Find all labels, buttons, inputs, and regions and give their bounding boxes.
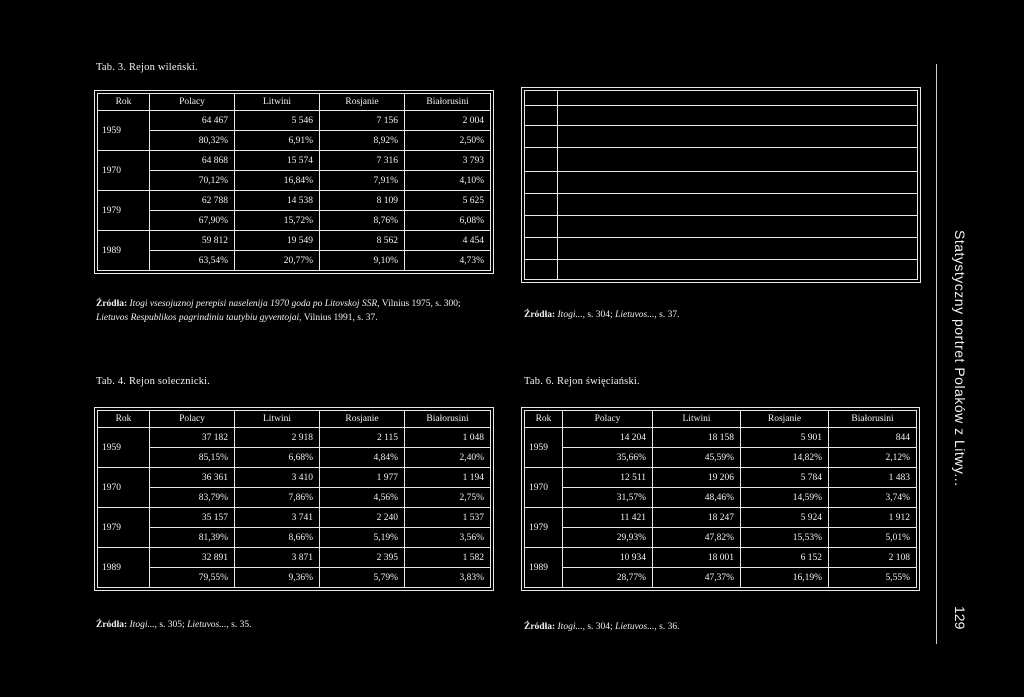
- percent-cell: 29,93%: [563, 528, 653, 548]
- year-cell: 1989: [98, 548, 150, 588]
- year-cell: 1970: [98, 468, 150, 508]
- percent-cell: 6,91%: [235, 131, 320, 151]
- percent-cell: 14,82%: [741, 448, 829, 468]
- year-cell: 1979: [525, 508, 563, 548]
- count-cell: 1 582: [405, 548, 491, 568]
- percent-cell: 70,12%: [150, 171, 235, 191]
- column-header: Rok: [98, 411, 150, 428]
- column-header: Polacy: [563, 411, 653, 428]
- count-cell: 14 538: [235, 191, 320, 211]
- percent-cell: 5,01%: [829, 528, 917, 548]
- table-row: [98, 131, 491, 151]
- table-header-row: [98, 94, 491, 111]
- percent-cell: 2,40%: [405, 448, 491, 468]
- year-cell: 1989: [525, 548, 563, 588]
- year-cell: 1970: [525, 468, 563, 508]
- percent-cell: 8,76%: [320, 211, 405, 231]
- count-cell: 18 247: [653, 508, 741, 528]
- percent-cell: 2,50%: [405, 131, 491, 151]
- percent-cell: 4,10%: [405, 171, 491, 191]
- percent-cell: 63,54%: [150, 251, 235, 271]
- count-cell: 1 977: [320, 468, 405, 488]
- count-cell: 36 361: [150, 468, 235, 488]
- table-header-row: [98, 411, 491, 428]
- count-cell: 5 924: [741, 508, 829, 528]
- running-title: Statystyczny portret Polaków z Litwy...: [952, 230, 968, 487]
- table-row: [525, 468, 917, 488]
- tab4-caption: Tab. 4. Rejon solecznicki.: [96, 376, 211, 387]
- table-row: [98, 508, 491, 528]
- count-cell: 6 152: [741, 548, 829, 568]
- column-header: Litwini: [235, 94, 320, 111]
- count-cell: 8 562: [320, 231, 405, 251]
- count-cell: 3 410: [235, 468, 320, 488]
- year-cell: 1979: [98, 191, 150, 231]
- table-row: [98, 528, 491, 548]
- table-row: [98, 548, 491, 568]
- percent-cell: 8,66%: [235, 528, 320, 548]
- tab6-caption: Tab. 6. Rejon święciański.: [524, 376, 640, 387]
- percent-cell: 4,84%: [320, 448, 405, 468]
- count-cell: 2 115: [320, 428, 405, 448]
- count-cell: 4 454: [405, 231, 491, 251]
- count-cell: 19 206: [653, 468, 741, 488]
- column-header: Rok: [98, 94, 150, 111]
- page-number: 129: [952, 606, 968, 630]
- percent-cell: 45,59%: [653, 448, 741, 468]
- table-row: [98, 568, 491, 588]
- count-cell: 1 194: [405, 468, 491, 488]
- margin-rule: [936, 64, 937, 644]
- percent-cell: 79,55%: [150, 568, 235, 588]
- percent-cell: 14,59%: [741, 488, 829, 508]
- count-cell: 5 784: [741, 468, 829, 488]
- percent-cell: 20,77%: [235, 251, 320, 271]
- tab3-source: Źródła: Itogi vsesojuznoj perepisi naselenija 1970 goda po Litovskoj SSR, Vilnius 1975, s. 300; Lietuvos Respublikos pagrindiniu tautybiu gyventojai, Vilnius 1991, s. 37.: [96, 299, 461, 323]
- table-row: [98, 468, 491, 488]
- column-header: Litwini: [235, 411, 320, 428]
- percent-cell: 48,46%: [653, 488, 741, 508]
- count-cell: 18 158: [653, 428, 741, 448]
- table-row: [98, 428, 491, 448]
- percent-cell: 67,90%: [150, 211, 235, 231]
- count-cell: 844: [829, 428, 917, 448]
- table-row: [525, 428, 917, 448]
- count-cell: 8 109: [320, 191, 405, 211]
- table-row: [98, 448, 491, 468]
- year-cell: 1979: [98, 508, 150, 548]
- table-row: [98, 151, 491, 171]
- table-row: [98, 231, 491, 251]
- count-cell: 1 537: [405, 508, 491, 528]
- percent-cell: 3,74%: [829, 488, 917, 508]
- count-cell: 2 004: [405, 111, 491, 131]
- percent-cell: 8,92%: [320, 131, 405, 151]
- count-cell: 2 108: [829, 548, 917, 568]
- column-header: Polacy: [150, 94, 235, 111]
- column-header: Białorusini: [829, 411, 917, 428]
- count-cell: 37 182: [150, 428, 235, 448]
- count-cell: 35 157: [150, 508, 235, 528]
- year-cell: 1989: [98, 231, 150, 271]
- table-header-row: [525, 411, 917, 428]
- table-row: [98, 191, 491, 211]
- count-cell: 10 934: [563, 548, 653, 568]
- tab6-source: Źródła: Itogi..., s. 304; Lietuvos..., s. 36.: [524, 622, 680, 632]
- count-cell: 14 204: [563, 428, 653, 448]
- percent-cell: 31,57%: [563, 488, 653, 508]
- percent-cell: 83,79%: [150, 488, 235, 508]
- table-row: [98, 251, 491, 271]
- tab3-caption: Tab. 3. Rejon wileński.: [96, 62, 198, 73]
- column-header: Rosjanie: [320, 94, 405, 111]
- count-cell: 5 901: [741, 428, 829, 448]
- column-header: Białorusini: [405, 411, 491, 428]
- percent-cell: 7,86%: [235, 488, 320, 508]
- count-cell: 3 871: [235, 548, 320, 568]
- count-cell: 2 395: [320, 548, 405, 568]
- column-header: Litwini: [653, 411, 741, 428]
- count-cell: 2 240: [320, 508, 405, 528]
- percent-cell: 28,77%: [563, 568, 653, 588]
- table-row: [525, 548, 917, 568]
- table-row: [525, 488, 917, 508]
- percent-cell: 47,82%: [653, 528, 741, 548]
- table-row: [525, 448, 917, 468]
- percent-cell: 2,12%: [829, 448, 917, 468]
- count-cell: 62 788: [150, 191, 235, 211]
- year-cell: 1959: [525, 428, 563, 468]
- count-cell: 11 421: [563, 508, 653, 528]
- table-row: [98, 211, 491, 231]
- year-cell: 1970: [98, 151, 150, 191]
- percent-cell: 15,53%: [741, 528, 829, 548]
- count-cell: 15 574: [235, 151, 320, 171]
- count-cell: 5 546: [235, 111, 320, 131]
- percent-cell: 7,91%: [320, 171, 405, 191]
- count-cell: 2 918: [235, 428, 320, 448]
- column-header: Rosjanie: [741, 411, 829, 428]
- year-cell: 1959: [98, 111, 150, 151]
- count-cell: 64 868: [150, 151, 235, 171]
- count-cell: 12 511: [563, 468, 653, 488]
- count-cell: 3 741: [235, 508, 320, 528]
- percent-cell: 3,83%: [405, 568, 491, 588]
- percent-cell: 9,10%: [320, 251, 405, 271]
- percent-cell: 16,19%: [741, 568, 829, 588]
- percent-cell: 47,37%: [653, 568, 741, 588]
- count-cell: 1 912: [829, 508, 917, 528]
- count-cell: 5 625: [405, 191, 491, 211]
- tab6-table: [524, 410, 917, 588]
- tab5-table-empty: [524, 90, 918, 280]
- table-row: [525, 528, 917, 548]
- percent-cell: 6,68%: [235, 448, 320, 468]
- count-cell: 3 793: [405, 151, 491, 171]
- percent-cell: 15,72%: [235, 211, 320, 231]
- count-cell: 18 001: [653, 548, 741, 568]
- column-header: Białorusini: [405, 94, 491, 111]
- count-cell: 7 316: [320, 151, 405, 171]
- percent-cell: 81,39%: [150, 528, 235, 548]
- tab4-source: Źródła: Itogi..., s. 305; Lietuvos..., s. 35.: [96, 620, 252, 630]
- percent-cell: 85,15%: [150, 448, 235, 468]
- percent-cell: 5,79%: [320, 568, 405, 588]
- column-header: Rosjanie: [320, 411, 405, 428]
- percent-cell: 2,75%: [405, 488, 491, 508]
- percent-cell: 9,36%: [235, 568, 320, 588]
- percent-cell: 80,32%: [150, 131, 235, 151]
- tab5-source: Źródła: Itogi..., s. 304; Lietuvos..., s. 37.: [524, 310, 680, 320]
- tab3-table: [97, 93, 491, 271]
- percent-cell: 4,56%: [320, 488, 405, 508]
- percent-cell: 3,56%: [405, 528, 491, 548]
- year-cell: 1959: [98, 428, 150, 468]
- table-row: [98, 111, 491, 131]
- percent-cell: 5,55%: [829, 568, 917, 588]
- table-row: [525, 508, 917, 528]
- percent-cell: 5,19%: [320, 528, 405, 548]
- percent-cell: 6,08%: [405, 211, 491, 231]
- percent-cell: 35,66%: [563, 448, 653, 468]
- count-cell: 59 812: [150, 231, 235, 251]
- count-cell: 1 483: [829, 468, 917, 488]
- count-cell: 7 156: [320, 111, 405, 131]
- table-row: [98, 171, 491, 191]
- column-header: Rok: [525, 411, 563, 428]
- percent-cell: 4,73%: [405, 251, 491, 271]
- count-cell: 32 891: [150, 548, 235, 568]
- table-row: [98, 488, 491, 508]
- percent-cell: 16,84%: [235, 171, 320, 191]
- table-row: [525, 568, 917, 588]
- column-header: Polacy: [150, 411, 235, 428]
- tab4-table: [97, 410, 491, 588]
- count-cell: 19 549: [235, 231, 320, 251]
- count-cell: 1 048: [405, 428, 491, 448]
- count-cell: 64 467: [150, 111, 235, 131]
